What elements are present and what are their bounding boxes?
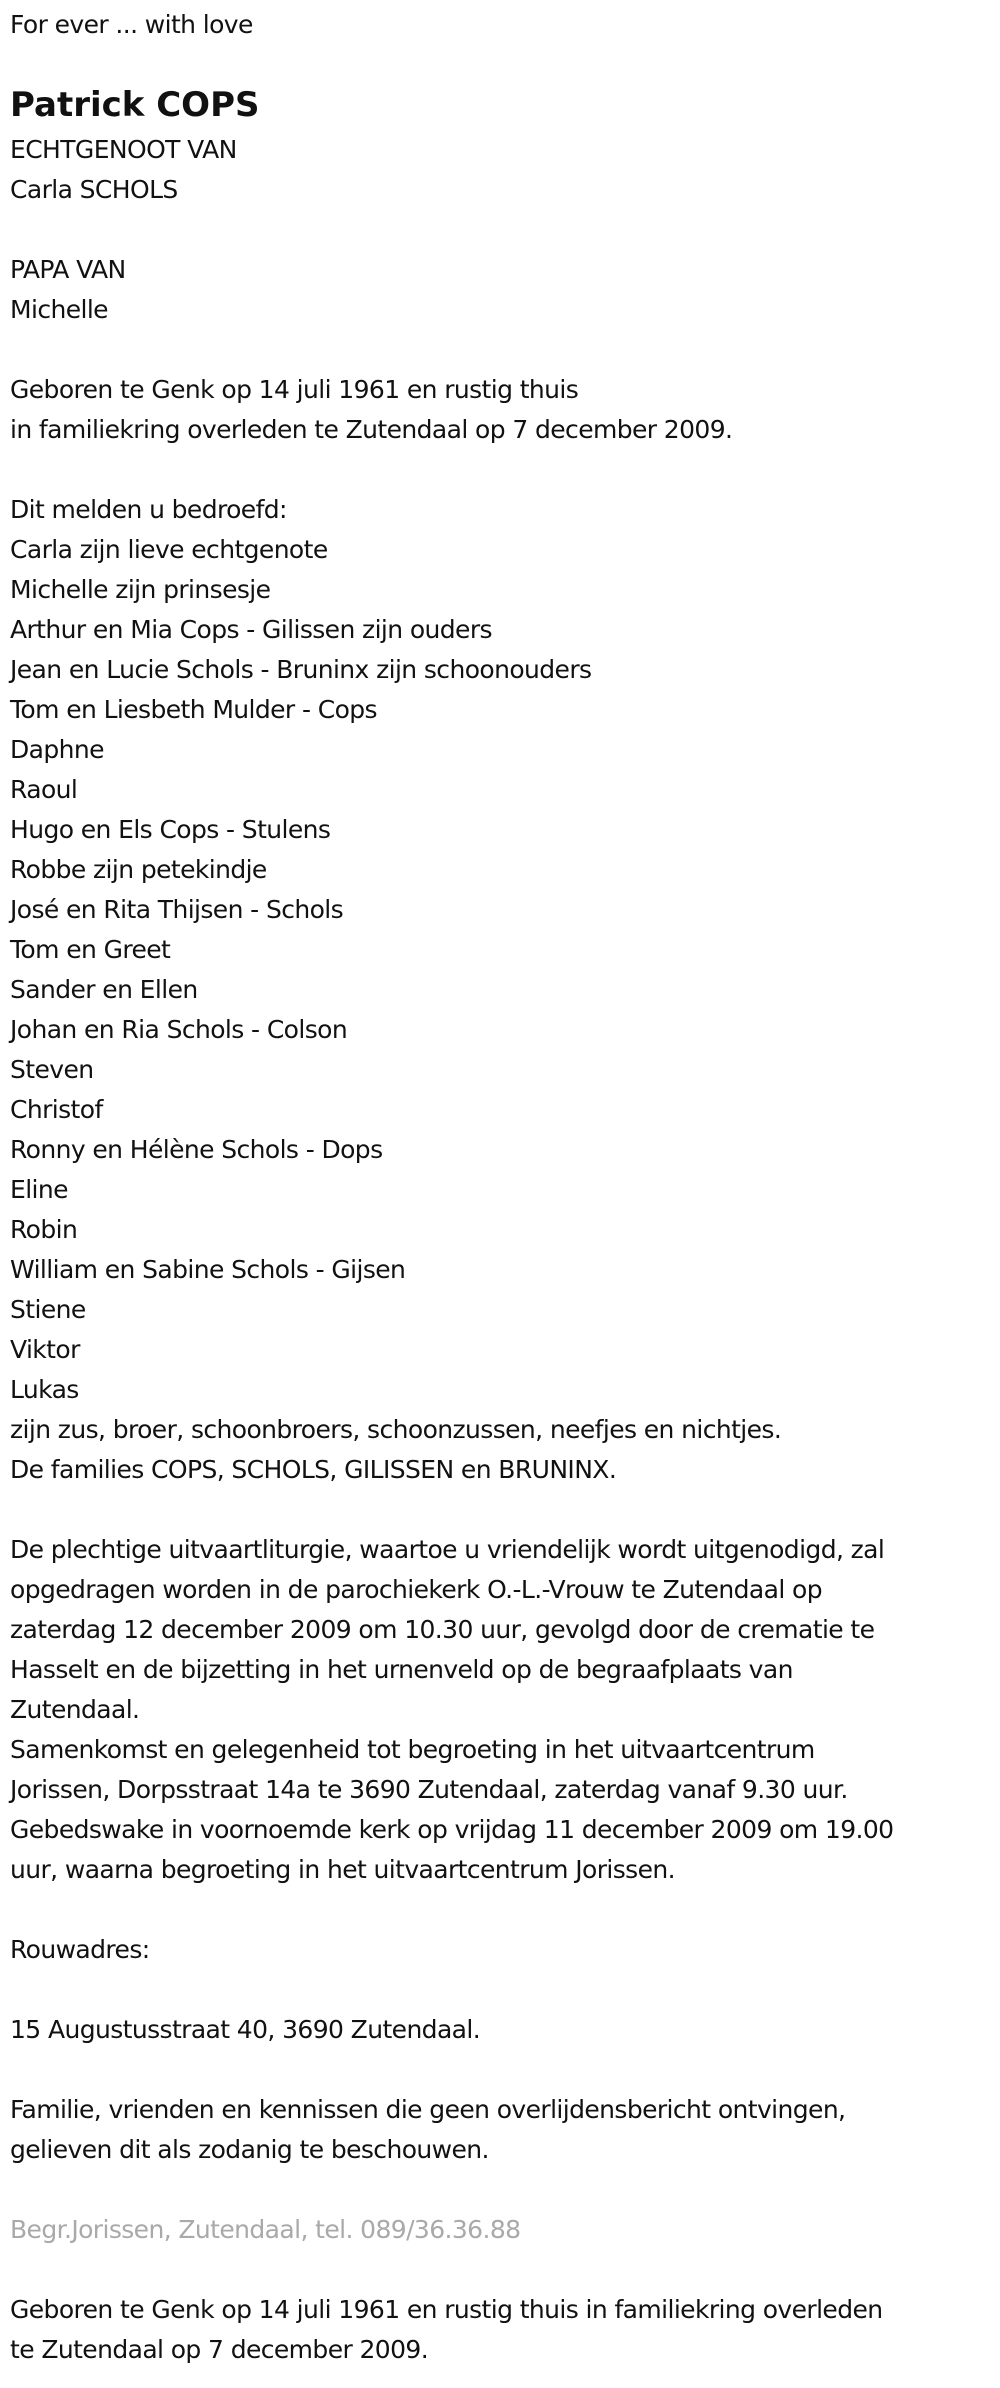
text-line: Familie, vrienden en kennissen die geen overlijdensbericht ontvingen, <box>10 2095 846 2124</box>
text-line: Zutendaal. <box>10 1695 140 1724</box>
child-name: Michelle <box>10 295 108 324</box>
text-line: gelieven dit als zodanig te beschouwen. <box>10 2135 489 2164</box>
text-line: Stiene <box>10 1295 86 1324</box>
text-line: Eline <box>10 1175 68 1204</box>
text-line: Dit melden u bedroefd: <box>10 495 287 524</box>
address-label: Rouwadres: <box>10 1935 150 1964</box>
text-line: Jorissen, Dorpsstraat 14a te 3690 Zutendaal, zaterdag vanaf 9.30 uur. <box>10 1775 848 1804</box>
text-line: Ronny en Hélène Schols - Dops <box>10 1135 383 1164</box>
text-line: Viktor <box>10 1335 80 1364</box>
text-line: Carla zijn lieve echtgenote <box>10 535 328 564</box>
summary-text <box>10 2290 1000 2370</box>
text-line: Michelle zijn prinsesje <box>10 575 271 604</box>
text-line: Christof <box>10 1095 103 1124</box>
text-line: Robbe zijn petekindje <box>10 855 267 884</box>
text-line: Robin <box>10 1215 78 1244</box>
text-line: Raoul <box>10 775 78 804</box>
text-line: zaterdag 12 december 2009 om 10.30 uur, gevolgd door de crematie te <box>10 1615 875 1644</box>
text-line: De plechtige uitvaartliturgie, waartoe u vriendelijk wordt uitgenodigd, zal <box>10 1535 885 1564</box>
text-line: Jean en Lucie Schols - Bruninx zijn schoonouders <box>10 655 592 684</box>
tagline: For ever ... with love <box>10 10 253 39</box>
text-line: Sander en Ellen <box>10 975 198 1004</box>
text-line: in familiekring overleden te Zutendaal op 7 december 2009. <box>10 415 733 444</box>
text-line: Arthur en Mia Cops - Gilissen zijn ouders <box>10 615 492 644</box>
text-line: José en Rita Thijsen - Schols <box>10 895 344 924</box>
text-line: uur, waarna begroeting in het uitvaartcentrum Jorissen. <box>10 1855 675 1884</box>
notice-text <box>10 2090 1000 2170</box>
text-line: Daphne <box>10 735 104 764</box>
text-line: Geboren te Genk op 14 juli 1961 en rustig thuis <box>10 375 579 404</box>
text-line: te Zutendaal op 7 december 2009. <box>10 2335 429 2364</box>
address: 15 Augustusstraat 40, 3690 Zutendaal. <box>10 2015 481 2044</box>
text-line: Johan en Ria Schols - Colson <box>10 1015 348 1044</box>
ceremony-text <box>10 1530 1000 1890</box>
announced-by-list <box>10 490 1000 1490</box>
text-line: De families COPS, SCHOLS, GILISSEN en BRUNINX. <box>10 1455 617 1484</box>
text-line: Samenkomst en gelegenheid tot begroeting in het uitvaartcentrum <box>10 1735 815 1764</box>
text-line: Hugo en Els Cops - Stulens <box>10 815 331 844</box>
text-line: Tom en Liesbeth Mulder - Cops <box>10 695 377 724</box>
text-line: Steven <box>10 1055 94 1084</box>
text-line: zijn zus, broer, schoonbroers, schoonzussen, neefjes en nichtjes. <box>10 1415 782 1444</box>
text-line: William en Sabine Schols - Gijsen <box>10 1255 406 1284</box>
parent-label: PAPA VAN <box>10 255 126 284</box>
text-line: Tom en Greet <box>10 935 171 964</box>
birth-death-text <box>10 370 1000 450</box>
undertaker-info: Begr.Jorissen, Zutendaal, tel. 089/36.36.88 <box>10 2215 521 2244</box>
text-line: Hasselt en de bijzetting in het urnenveld op de begraafplaats van <box>10 1655 793 1684</box>
deceased-name: Patrick COPS <box>10 85 260 125</box>
text-line: opgedragen worden in de parochiekerk O.-L.-Vrouw te Zutendaal op <box>10 1575 823 1604</box>
text-line: Gebedswake in voornoemde kerk op vrijdag 11 december 2009 om 19.00 <box>10 1815 894 1844</box>
text-line: Lukas <box>10 1375 79 1404</box>
spouse-name: Carla SCHOLS <box>10 175 178 204</box>
text-line: Geboren te Genk op 14 juli 1961 en rustig thuis in familiekring overleden <box>10 2295 883 2324</box>
spouse-label: ECHTGENOOT VAN <box>10 135 237 164</box>
